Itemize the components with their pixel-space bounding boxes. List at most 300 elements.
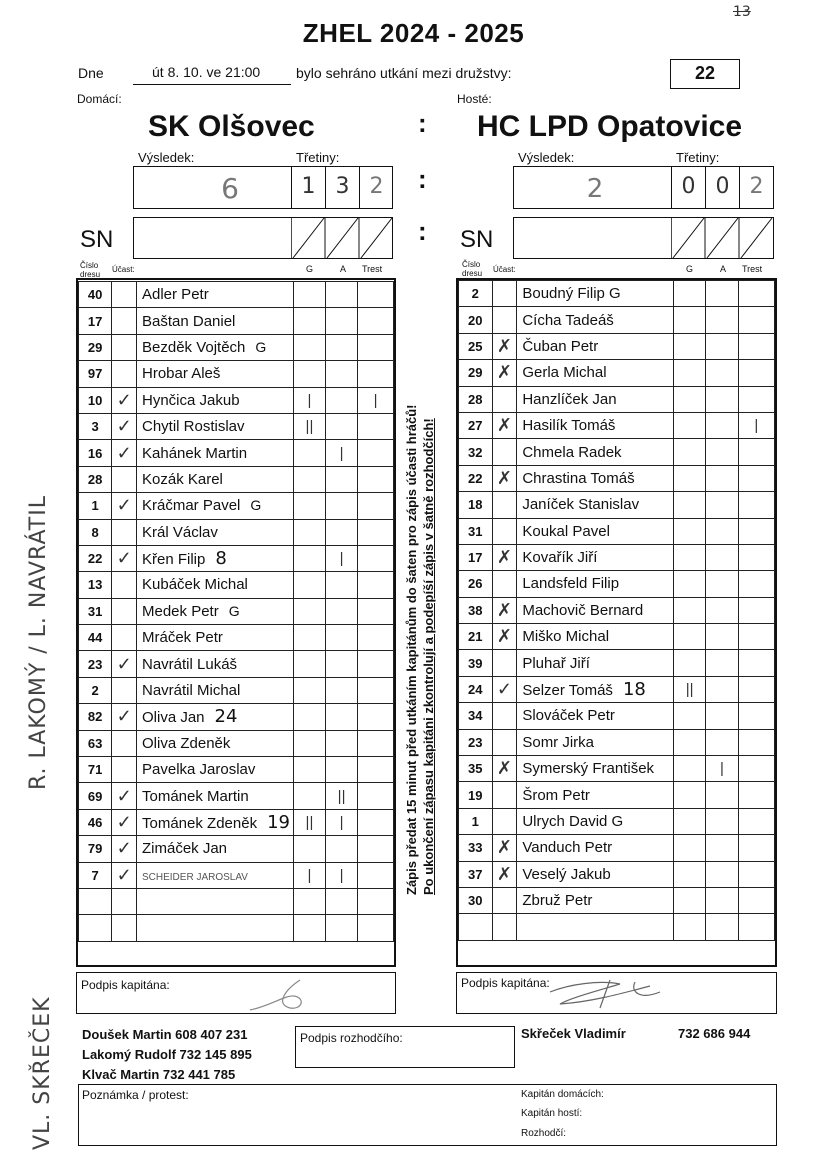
player-number: 18 xyxy=(459,492,493,518)
goals-mark xyxy=(673,624,705,650)
player-name xyxy=(137,730,294,756)
roster-row xyxy=(459,729,775,755)
goals-mark xyxy=(673,782,705,808)
goals-mark xyxy=(293,572,325,598)
goals-mark xyxy=(293,757,325,783)
attendance-mark: ✓ xyxy=(112,545,137,571)
penalty-mark xyxy=(358,440,394,466)
player-name-text: Kahánek Martin xyxy=(142,444,248,462)
assists-mark xyxy=(706,412,738,438)
player-name-text: Baštan Daniel xyxy=(142,312,236,330)
penalty-mark xyxy=(358,783,394,809)
attendance-mark xyxy=(492,650,517,676)
goals-mark xyxy=(673,333,705,359)
roster-row xyxy=(79,915,394,941)
penalty-mark xyxy=(738,492,774,518)
player-name xyxy=(517,281,674,307)
penalty-mark xyxy=(738,281,774,307)
player-name xyxy=(137,915,294,941)
attendance-mark: ✓ xyxy=(112,413,137,439)
roster-row xyxy=(79,730,394,756)
player-name-text: Hrobar Aleš xyxy=(142,365,221,383)
away-col-trest: Trest xyxy=(742,264,763,274)
attendance-mark: ✓ xyxy=(492,676,517,702)
assigned-referee-phone: 732 686 944 xyxy=(678,1026,751,1041)
player-name xyxy=(137,519,294,545)
penalty-mark xyxy=(738,729,774,755)
roster-row xyxy=(79,466,394,492)
attendance-mark: ✗ xyxy=(492,360,517,386)
player-name xyxy=(137,308,294,334)
player-name-text: Kovařík Jiří xyxy=(522,549,598,567)
penalty-mark xyxy=(358,493,394,519)
roster-row xyxy=(459,307,775,333)
attendance-mark: ✗ xyxy=(492,861,517,887)
attendance-mark xyxy=(492,281,517,307)
attendance-mark xyxy=(492,914,517,940)
roster-row xyxy=(79,783,394,809)
player-number: 20 xyxy=(459,307,493,333)
roster-row xyxy=(79,334,394,360)
away-team-name: HC LPD Opatovice xyxy=(477,110,743,143)
penalty-mark xyxy=(358,704,394,730)
player-number: 32 xyxy=(459,439,493,465)
goals-mark xyxy=(293,334,325,360)
player-name-text: Křen Filip xyxy=(142,551,206,569)
player-number: 31 xyxy=(459,518,493,544)
goals-mark: || xyxy=(293,413,325,439)
home-result-label: Výsledek: xyxy=(138,150,195,165)
player-name-text: Zbruž Petr xyxy=(522,892,593,910)
roster-row xyxy=(79,598,394,624)
player-name-text: Cícha Tadeáš xyxy=(522,311,614,329)
assists-mark xyxy=(706,360,738,386)
player-number: 63 xyxy=(79,730,112,756)
player-name xyxy=(517,307,674,333)
assists-mark xyxy=(706,650,738,676)
penalty-mark xyxy=(738,650,774,676)
away-label: Hosté: xyxy=(457,92,492,106)
roster-row xyxy=(79,836,394,862)
penalty-mark xyxy=(358,757,394,783)
player-name-text: Boudný Filip G xyxy=(522,285,621,303)
note-label: Poznámka / protest: xyxy=(82,1088,189,1102)
player-name xyxy=(517,518,674,544)
player-number: 8 xyxy=(79,519,112,545)
roster-row xyxy=(79,545,394,571)
player-number: 21 xyxy=(459,624,493,650)
roster-row xyxy=(79,519,394,545)
goals-mark xyxy=(293,308,325,334)
home-col-number: Číslo dresu xyxy=(80,261,101,279)
player-name-text: Gerla Michal xyxy=(522,364,607,382)
player-number: 25 xyxy=(459,333,493,359)
goals-mark xyxy=(673,756,705,782)
penalty-mark xyxy=(358,730,394,756)
player-name-text: Chytil Rostislav xyxy=(142,418,245,436)
assists-mark xyxy=(326,915,358,941)
home-team-name: SK Olšovec xyxy=(148,110,315,143)
attendance-mark: ✓ xyxy=(112,783,137,809)
score-separator: : xyxy=(418,164,427,194)
player-name-text: Oliva Zdeněk xyxy=(142,734,231,752)
roster-row xyxy=(79,361,394,387)
player-extra-note: 18 xyxy=(622,679,646,701)
home-captain-sign-label: Podpis kapitána: xyxy=(81,978,170,992)
player-name-text: Kozák Karel xyxy=(142,470,223,488)
player-name xyxy=(517,360,674,386)
goals-mark xyxy=(293,361,325,387)
roster-row xyxy=(79,677,394,703)
roster-row xyxy=(79,387,394,413)
player-name-text: Veselý Jakub xyxy=(522,865,611,883)
assists-mark xyxy=(706,624,738,650)
referee-sign-label: Podpis rozhodčího: xyxy=(300,1031,403,1045)
away-period-1: 0 xyxy=(681,174,696,199)
penalty-mark xyxy=(738,518,774,544)
attendance-mark: ✓ xyxy=(112,651,137,677)
player-number: 17 xyxy=(459,544,493,570)
goals-mark: || xyxy=(673,676,705,702)
player-extra-note: G xyxy=(255,338,267,355)
player-name xyxy=(517,782,674,808)
assigned-referee-name: Skřeček Vladimír xyxy=(521,1026,626,1041)
played-text: bylo sehráno utkání mezi družstvy: xyxy=(296,65,512,81)
goals-mark xyxy=(293,677,325,703)
attendance-mark: ✗ xyxy=(492,624,517,650)
roster-row xyxy=(459,808,775,834)
away-sn-label: SN xyxy=(460,226,494,253)
penalty-mark xyxy=(358,915,394,941)
goals-mark: || xyxy=(293,809,325,835)
goals-mark xyxy=(673,386,705,412)
assists-mark xyxy=(706,439,738,465)
player-name-text: Koukal Pavel xyxy=(522,522,610,540)
player-name xyxy=(517,835,674,861)
attendance-mark: ✓ xyxy=(112,809,137,835)
player-number: 2 xyxy=(459,281,493,307)
roster-row xyxy=(79,809,394,835)
player-name xyxy=(137,572,294,598)
player-name xyxy=(517,914,674,940)
goals-mark xyxy=(293,493,325,519)
roster-row xyxy=(459,597,775,623)
away-score: 2 xyxy=(586,174,604,204)
player-number: 29 xyxy=(79,334,112,360)
roster-row xyxy=(459,333,775,359)
player-name xyxy=(137,387,294,413)
player-name-text: Kubáček Michal xyxy=(142,576,248,594)
player-name xyxy=(517,544,674,570)
player-number: 7 xyxy=(79,862,112,888)
referee-contact-2: Lakomý Rudolf 732 145 895 xyxy=(82,1047,252,1062)
roster-row xyxy=(459,835,775,861)
goals-mark xyxy=(293,730,325,756)
player-name-text: Oliva Jan xyxy=(142,709,205,727)
penalty-mark xyxy=(358,545,394,571)
player-name xyxy=(137,783,294,809)
roster-row xyxy=(459,782,775,808)
assists-mark xyxy=(706,307,738,333)
penalty-mark xyxy=(738,676,774,702)
roster-row xyxy=(79,440,394,466)
penalty-mark xyxy=(738,571,774,597)
home-col-a: A xyxy=(340,264,347,274)
penalty-mark xyxy=(738,887,774,913)
assists-mark xyxy=(326,334,358,360)
penalty-mark xyxy=(358,572,394,598)
penalty-mark xyxy=(738,597,774,623)
assists-mark: | xyxy=(326,809,358,835)
player-name-text: Tománek Martin xyxy=(142,787,249,805)
penalty-mark xyxy=(738,703,774,729)
assists-mark xyxy=(326,361,358,387)
attendance-mark: ✗ xyxy=(492,412,517,438)
penalty-mark xyxy=(358,625,394,651)
roster-row xyxy=(459,914,775,940)
goals-mark xyxy=(293,915,325,941)
date-label: Dne xyxy=(78,65,104,81)
player-name xyxy=(137,625,294,651)
player-name xyxy=(517,624,674,650)
penalty-mark: | xyxy=(358,387,394,413)
player-name xyxy=(517,729,674,755)
roster-row xyxy=(79,493,394,519)
roster-row xyxy=(79,862,394,888)
away-col-g: G xyxy=(686,264,694,274)
player-number: 69 xyxy=(79,783,112,809)
penalty-mark xyxy=(738,465,774,491)
home-period-2: 3 xyxy=(335,174,350,199)
attendance-mark xyxy=(112,519,137,545)
attendance-mark xyxy=(112,308,137,334)
player-name-text: Bezděk Vojtěch xyxy=(142,338,246,356)
player-name xyxy=(137,836,294,862)
penalty-mark xyxy=(358,413,394,439)
player-name xyxy=(517,887,674,913)
home-captain-signature xyxy=(230,976,330,1012)
player-number: 22 xyxy=(459,465,493,491)
assists-mark xyxy=(706,518,738,544)
assists-mark: | xyxy=(706,756,738,782)
away-col-number: Číslo dresu xyxy=(462,260,483,278)
player-name xyxy=(517,808,674,834)
player-name xyxy=(137,361,294,387)
middle-note xyxy=(403,405,437,896)
player-name xyxy=(137,809,294,835)
assists-mark xyxy=(706,835,738,861)
player-name-text: Pavelka Jaroslav xyxy=(142,761,256,779)
player-name-text: Machovič Bernard xyxy=(522,601,644,619)
player-name-text: Selzer Tomáš xyxy=(522,682,613,700)
player-name xyxy=(517,465,674,491)
penalty-mark xyxy=(358,651,394,677)
penalty-mark xyxy=(738,782,774,808)
player-number: 40 xyxy=(79,282,112,308)
away-captain-signature xyxy=(540,972,670,1012)
penalty-mark xyxy=(738,624,774,650)
goals-mark xyxy=(673,492,705,518)
assists-mark xyxy=(326,888,358,914)
assists-mark xyxy=(706,492,738,518)
player-number: 31 xyxy=(79,598,112,624)
assists-mark xyxy=(326,308,358,334)
assists-mark xyxy=(706,544,738,570)
attendance-mark xyxy=(112,334,137,360)
player-number: 1 xyxy=(459,808,493,834)
goals-mark xyxy=(673,571,705,597)
assists-mark: | xyxy=(326,862,358,888)
goals-mark xyxy=(673,465,705,491)
roster-row xyxy=(459,360,775,386)
attendance-mark xyxy=(112,625,137,651)
player-name-text: Čuban Petr xyxy=(522,337,599,355)
penalty-mark xyxy=(738,835,774,861)
roster-row xyxy=(459,571,775,597)
player-name-text: Miško Michal xyxy=(522,628,610,646)
side-referees-handwriting: R. LAKOMÝ / L. NAVRÁTIL xyxy=(26,495,51,790)
player-number: 3 xyxy=(79,413,112,439)
assists-mark xyxy=(706,729,738,755)
player-name xyxy=(517,650,674,676)
date-underline xyxy=(133,84,291,85)
roster-row xyxy=(459,756,775,782)
roster-row xyxy=(459,518,775,544)
player-name-text: SCHEIDER JAROSLAV xyxy=(142,871,248,883)
goals-mark xyxy=(293,282,325,308)
middle-note-line-1: Zápis předat 15 minut před utkáním kapitánům do šaten pro zápis účasti hráčů! xyxy=(404,404,419,895)
home-col-ucast: Účast: xyxy=(112,265,135,274)
assists-mark xyxy=(706,782,738,808)
attendance-mark: ✓ xyxy=(112,493,137,519)
player-name xyxy=(517,412,674,438)
player-name-text: Chrastina Tomáš xyxy=(522,469,635,487)
player-name-text: Medek Petr xyxy=(142,602,219,620)
corner-mark: 13 xyxy=(733,4,751,20)
player-name xyxy=(137,677,294,703)
roster-row xyxy=(79,888,394,914)
assists-mark: | xyxy=(326,440,358,466)
attendance-mark: ✓ xyxy=(112,862,137,888)
penalty-mark xyxy=(358,308,394,334)
roster-row xyxy=(459,412,775,438)
player-name xyxy=(137,413,294,439)
player-name xyxy=(137,757,294,783)
player-number: 82 xyxy=(79,704,112,730)
goals-mark: | xyxy=(293,862,325,888)
footer-away-captain: Kapitán hostí: xyxy=(521,1108,583,1119)
referee-contact-3: Klvač Martin 732 441 785 xyxy=(82,1067,236,1082)
attendance-mark xyxy=(492,571,517,597)
home-col-trest: Trest xyxy=(362,264,383,274)
player-extra-note: G xyxy=(228,602,240,619)
player-name-text: Zimáček Jan xyxy=(142,840,228,858)
player-name xyxy=(517,333,674,359)
assists-mark xyxy=(706,808,738,834)
player-number: 23 xyxy=(459,729,493,755)
goals-mark xyxy=(673,861,705,887)
assists-mark xyxy=(706,386,738,412)
attendance-mark: ✓ xyxy=(112,836,137,862)
player-name-text: Hanzlíček Jan xyxy=(522,390,617,408)
home-period-1: 1 xyxy=(301,174,316,199)
goals-mark xyxy=(293,704,325,730)
player-number: 33 xyxy=(459,835,493,861)
assists-mark xyxy=(706,597,738,623)
player-name-text: Navrátil Michal xyxy=(142,682,241,700)
assists-mark xyxy=(706,333,738,359)
player-number: 24 xyxy=(459,676,493,702)
goals-mark xyxy=(673,703,705,729)
away-period-3: 2 xyxy=(749,174,764,199)
penalty-mark xyxy=(358,519,394,545)
roster-row xyxy=(459,676,775,702)
attendance-mark xyxy=(112,730,137,756)
player-number: 13 xyxy=(79,572,112,598)
player-number xyxy=(79,888,112,914)
penalty-mark xyxy=(738,386,774,412)
goals-mark xyxy=(293,625,325,651)
away-periods-label: Třetiny: xyxy=(676,150,720,165)
roster-row xyxy=(459,887,775,913)
penalty-mark xyxy=(738,756,774,782)
player-number: 37 xyxy=(459,861,493,887)
assists-mark xyxy=(326,836,358,862)
player-name xyxy=(517,703,674,729)
player-number: 34 xyxy=(459,703,493,729)
player-number: 97 xyxy=(79,361,112,387)
away-roster-table xyxy=(458,280,775,941)
player-number: 38 xyxy=(459,597,493,623)
roster-row xyxy=(459,439,775,465)
assists-mark xyxy=(326,730,358,756)
player-name-text: Navrátil Lukáš xyxy=(142,655,238,673)
player-name xyxy=(517,492,674,518)
attendance-mark xyxy=(492,729,517,755)
goals-mark xyxy=(293,440,325,466)
player-number: 44 xyxy=(79,625,112,651)
attendance-mark: ✓ xyxy=(112,704,137,730)
player-number: 10 xyxy=(79,387,112,413)
goals-mark xyxy=(673,729,705,755)
player-name xyxy=(137,598,294,624)
match-number: 22 xyxy=(694,63,716,83)
penalty-mark xyxy=(738,808,774,834)
assists-mark xyxy=(326,493,358,519)
penalty-mark xyxy=(358,598,394,624)
attendance-mark: ✗ xyxy=(492,835,517,861)
assists-mark xyxy=(326,704,358,730)
team-separator: : xyxy=(418,108,427,138)
assists-mark xyxy=(706,703,738,729)
penalty-mark: | xyxy=(738,412,774,438)
player-number: 29 xyxy=(459,360,493,386)
goals-mark xyxy=(293,466,325,492)
goals-mark xyxy=(293,598,325,624)
player-extra-note: 19 xyxy=(267,812,290,833)
attendance-mark xyxy=(112,888,137,914)
attendance-mark xyxy=(492,492,517,518)
player-extra-note: 24 xyxy=(214,706,238,728)
player-number: 46 xyxy=(79,809,112,835)
attendance-mark xyxy=(492,703,517,729)
footer-home-captain: Kapitán domácích: xyxy=(521,1089,604,1100)
player-number: 26 xyxy=(459,571,493,597)
assists-mark: || xyxy=(326,783,358,809)
goals-mark xyxy=(673,597,705,623)
player-name-text: Slováček Petr xyxy=(522,707,615,725)
assists-mark xyxy=(706,914,738,940)
